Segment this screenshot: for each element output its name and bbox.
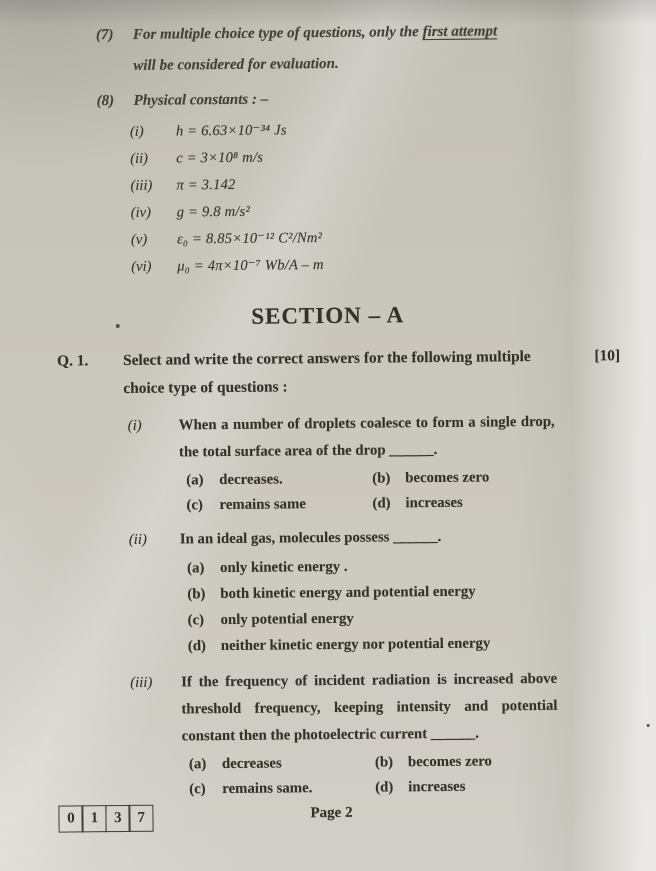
option-text: becomes zero — [405, 469, 490, 487]
code-digit: 0 — [58, 805, 83, 832]
instruction-7-line1 — [133, 16, 497, 50]
subquestion-ii-number: (ii) — [128, 531, 147, 548]
physical-constants-list — [130, 114, 656, 281]
option-letter: (a) — [188, 756, 207, 773]
option-text: increases — [405, 494, 463, 512]
section-a-heading: SECTION – A — [251, 302, 405, 329]
constant-formula: c = 3×10⁸ m/s — [176, 149, 264, 167]
subquestion-ii-options — [187, 551, 656, 660]
subquestion-i-body — [179, 408, 656, 519]
option-d — [372, 489, 656, 517]
subquestion-iii-text: If the frequency of incident radiation is increased above threshold frequency, keeping intensity and potential constant then the photoelectric current ______. — [181, 670, 558, 745]
instruction-7-text — [133, 16, 498, 81]
code-digit: 7 — [129, 805, 154, 832]
option-letter: (d) — [187, 638, 207, 655]
option-text: only kinetic energy . — [220, 558, 348, 577]
constant-number: (iii) — [130, 177, 153, 194]
option-text: becomes zero — [407, 753, 493, 771]
instruction-7 — [96, 15, 614, 82]
option-b — [372, 464, 656, 492]
option-b — [375, 748, 656, 776]
constant-formula: h = 6.63×10⁻³⁴ Js — [175, 122, 287, 140]
option-text: only potential energy — [220, 610, 354, 629]
subquestion-i — [128, 408, 656, 519]
paper-speck — [647, 724, 650, 727]
option-letter: (b) — [374, 754, 394, 771]
code-digit: 3 — [105, 805, 130, 832]
instruction-7-number: (7) — [95, 27, 114, 44]
instruction-8-number: (8) — [96, 93, 115, 110]
subquestion-iii-number: (iii) — [130, 674, 153, 691]
subquestion-iii — [130, 665, 656, 803]
option-a — [186, 467, 372, 494]
question-1-header — [57, 342, 621, 403]
constant-number: (iv) — [130, 204, 152, 221]
constant-formula: π = 3.142 — [176, 176, 236, 194]
constant-number: (v) — [130, 231, 148, 248]
instruction-7-line1-text: For multiple choice type of questions, only the — [132, 24, 423, 43]
option-text: decreases — [221, 755, 282, 773]
option-letter: (c) — [186, 497, 204, 514]
constant-number: (i) — [129, 123, 144, 140]
option-letter: (b) — [187, 586, 206, 603]
option-letter: (d) — [375, 779, 394, 796]
question-1-text: Select and write the correct answers for the following multiple choice type of questions : — [123, 348, 531, 397]
option-letter: (d) — [372, 495, 391, 512]
code-digit: 1 — [82, 805, 107, 832]
question-1-marks: [10] — [594, 347, 621, 365]
option-d — [188, 629, 656, 660]
subquestion-iii-body — [181, 665, 656, 803]
option-letter: (b) — [372, 470, 391, 487]
option-c — [186, 492, 372, 519]
subquestion-ii-text: In an ideal gas, molecules possess ______. — [179, 528, 442, 548]
option-letter: (a) — [186, 472, 204, 489]
option-letter: (a) — [187, 560, 205, 577]
constant-number: (vi) — [131, 258, 152, 275]
constant-formula: μ₀ = 4π×10⁻⁷ Wb/A – m — [177, 257, 324, 275]
subquestion-ii-body — [180, 522, 656, 660]
constant-row-vi — [131, 249, 655, 281]
constant-number: (ii) — [130, 150, 149, 167]
instruction-7-line2: will be considered for evaluation. — [133, 55, 339, 74]
subquestion-iii-options — [189, 748, 656, 803]
underlined-phrase: first attempt — [422, 23, 498, 41]
constant-formula: ε₀ = 8.85×10⁻¹² C²/Nm² — [176, 230, 323, 248]
subquestion-ii — [129, 522, 656, 660]
instruction-8 — [96, 83, 613, 115]
subquestion-i-number: (i) — [127, 417, 142, 434]
instruction-8-label: Physical constants : – — [133, 91, 269, 109]
question-1-number: Q. 1. — [57, 352, 89, 370]
option-text: increases — [408, 778, 466, 796]
option-text: remains same. — [222, 780, 313, 798]
question-paper-code-box — [58, 805, 153, 833]
option-a — [189, 751, 375, 778]
option-text: neither kinetic energy nor potential energy — [220, 635, 491, 655]
constant-formula: g = 9.8 m/s² — [176, 203, 251, 221]
option-text: both kinetic energy and potential energy — [220, 583, 476, 603]
option-text: decreases. — [219, 471, 283, 489]
option-d — [375, 773, 656, 801]
option-letter: (c) — [189, 781, 206, 798]
page-number: Page 2 — [310, 804, 353, 822]
option-text: remains same — [219, 496, 307, 514]
paper-speck — [116, 324, 120, 328]
subquestion-i-text: When a number of droplets coalesce to form a single drop, the total surface area of the drop ______. — [178, 413, 555, 461]
subquestion-i-options — [186, 464, 656, 519]
option-c — [189, 776, 375, 803]
option-letter: (c) — [187, 612, 205, 629]
